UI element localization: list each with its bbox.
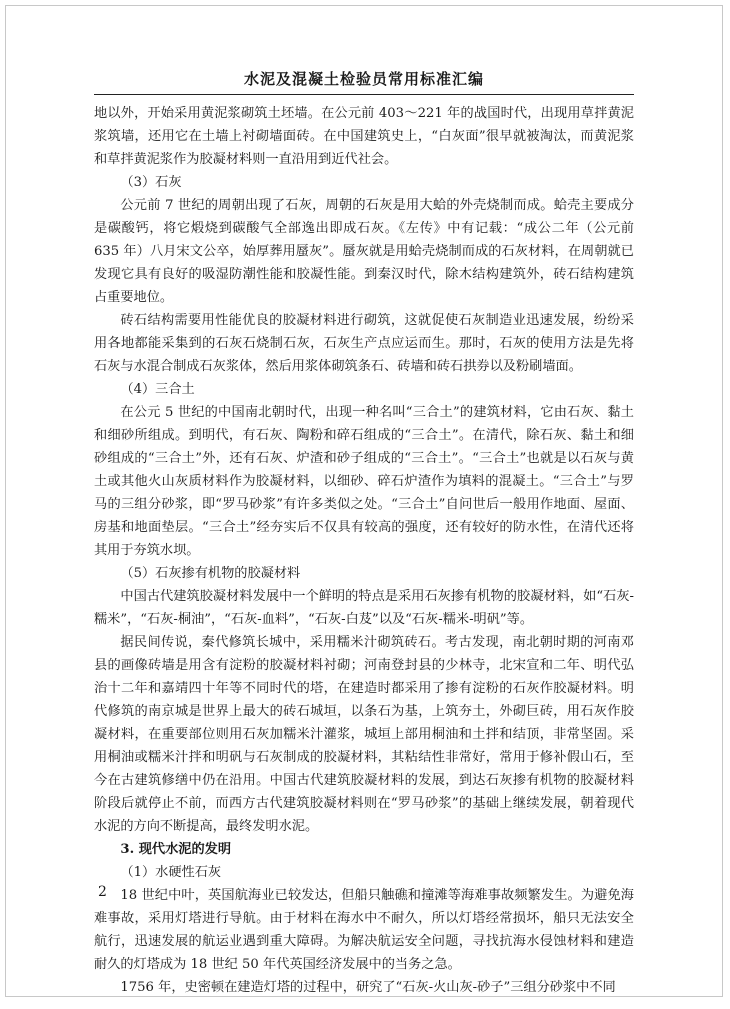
paragraph-continued: 地以外，开始采用黄泥浆砌筑土坯墙。在公元前 403～221 年的战国时代，出现用草拌黄泥浆筑墙，还用它在土墙上衬砌墙面砖。在中国建筑史上，“白灰面”很早就被淘汰，而黄泥浆和草拌黄泥浆作为胶凝材料则一直沿用到近代社会。 — [94, 106, 634, 167]
paragraph: 在公元 5 世纪的中国南北朝时代，出现一种名叫“三合土”的建筑材料，它由石灰、黏土和细砂所组成。到明代，有石灰、陶粉和碎石组成的“三合土”。在清代，除石灰、黏土和细砂组成的“三合土”外，还有石灰、炉渣和砂子组成的“三合土”。“三合土”也就是以石灰与黄土或其他火山灰质材料作为胶凝材料，以细砂、碎石炉渣作为填料的混凝土。“三合土”与罗马的三组分砂浆，即“罗马砂浆”有许多类似之处。“三合土”自问世后一般用作地面、屋面、房基和地面垫层。“三合土”经夯实后不仅具有较高的强度，还有较好的防水性，在清代还将其用于夯筑水坝。 — [94, 405, 634, 558]
page-number: 2 — [98, 884, 107, 900]
subheading-lime: （3）石灰 — [120, 175, 182, 190]
paragraph: 1756 年，史密顿在建造灯塔的过程中，研究了“石灰-火山灰-砂子”三组分砂浆中不同 — [120, 980, 616, 995]
document-page — [5, 5, 723, 997]
paragraph: 公元前 7 世纪的周朝出现了石灰，周朝的石灰是用大蛤的外壳烧制而成。蛤壳主要成分是碳酸钙，将它煅烧到碳酸气全部逸出即成石灰。《左传》中有记载：“成公二年（公元前 635 年）八月宋文公卒，始厚葬用蜃灰”。蜃灰就是用蛤壳烧制而成的石灰材料，在周朝就已发现它具有良好的吸湿防潮性能和胶凝性能。到秦汉时代，除木结构建筑外，砖石结构建筑占重要地位。 — [94, 198, 634, 305]
page-body — [94, 102, 634, 997]
section-heading-modern-cement: 3. 现代水泥的发明 — [120, 842, 232, 857]
running-header-title: 水泥及混凝土检验员常用标准汇编 — [94, 68, 634, 95]
subheading-hydraulic-lime: （1）水硬性石灰 — [120, 865, 222, 880]
paragraph: 中国古代建筑胶凝材料发展中一个鲜明的特点是采用石灰掺有机物的胶凝材料，如“石灰-糯米”，“石灰-桐油”，“石灰-血料”，“石灰-白芨”以及“石灰-糯米-明矾”等。 — [94, 589, 634, 627]
paragraph: 18 世纪中叶，英国航海业已较发达，但船只触礁和撞滩等海难事故频繁发生。为避免海难事故，采用灯塔进行导航。由于材料在海水中不耐久，所以灯塔经常损坏，船只无法安全航行，迅速发展的航运业遇到重大障碍。为解决航运安全问题，寻找抗海水侵蚀材料和建造耐久的灯塔成为 18 世纪 50 年代英国经济发展中的当务之急。 — [94, 888, 634, 972]
paragraph: 砖石结构需要用性能优良的胶凝材料进行砌筑，这就促使石灰制造业迅速发展，纷纷采用各地都能采集到的石灰石烧制石灰，石灰生产点应运而生。那时，石灰的使用方法是先将石灰与水混合制成石灰浆体，然后用浆体砌筑条石、砖墙和砖石拱券以及粉刷墙面。 — [94, 313, 634, 374]
subheading-lime-organic: （5）石灰掺有机物的胶凝材料 — [120, 566, 301, 581]
subheading-sanhetu: （4）三合土 — [120, 382, 195, 397]
paragraph: 据民间传说，秦代修筑长城中，采用糯米汁砌筑砖石。考古发现，南北朝时期的河南邓县的画像砖墙是用含有淀粉的胶凝材料衬砌；河南登封县的少林寺，北宋宣和二年、明代弘治十二年和嘉靖四十年等不同时代的塔，在建造时都采用了掺有淀粉的石灰作胶凝材料。明代修筑的南京城是世界上最大的砖石城垣，以条石为基，上筑夯土，外砌巨砖，用石灰作胶凝材料，在重要部位则用石灰加糯米汁灌浆，城垣上部用桐油和土拌和结顶，非常坚固。采用桐油或糯米汁拌和明矾与石灰制成的胶凝材料，其粘结性非常好，常用于修补假山石，至今在古建筑修缮中仍在沿用。中国古代建筑胶凝材料的发展，到达石灰掺有机物的胶凝材料阶段后就停止不前，而西方古代建筑胶凝材料则在“罗马砂浆”的基础上继续发展，朝着现代水泥的方向不断提高，最终发明水泥。 — [94, 635, 634, 834]
